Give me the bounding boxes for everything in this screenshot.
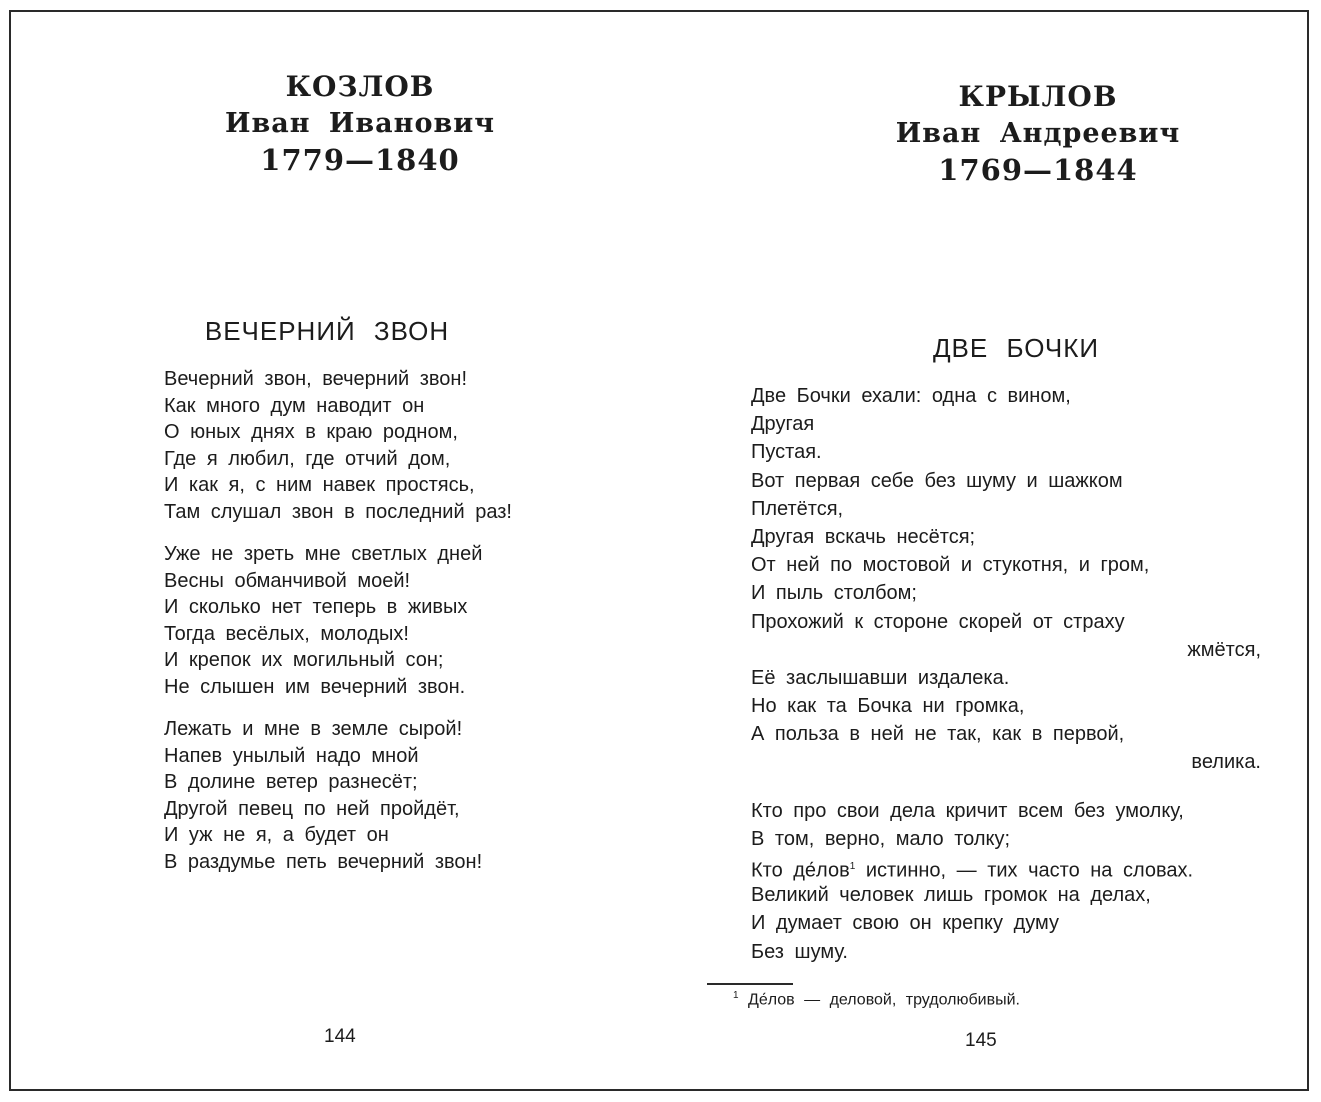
poem-line: В долине ветер разнесёт; bbox=[164, 771, 418, 793]
poem-line: Напев унылый надо мной bbox=[164, 744, 419, 767]
stanza bbox=[164, 541, 604, 700]
poem-line: Как много дум наводит он bbox=[164, 394, 425, 417]
poem-line: Уже не зреть мне светлых дней bbox=[164, 543, 483, 565]
poem-line: Другая вскачь несётся; bbox=[751, 525, 976, 548]
poem-line: Кто про свои дела кричит всем без умолку, bbox=[751, 799, 1184, 822]
poem-line: Прохожий к стороне скорей от страху bbox=[751, 610, 1125, 633]
poem-line: Где я любил, где отчий дом, bbox=[164, 447, 451, 470]
poem-line: Вечерний звон, вечерний звон! bbox=[164, 368, 468, 390]
poem-line: Лежать и мне в земле сырой! bbox=[164, 718, 463, 740]
poem-line: Другой певец по ней пройдёт, bbox=[164, 797, 460, 820]
poem-body bbox=[751, 382, 1261, 986]
poem-line: И пыль столбом; bbox=[751, 582, 917, 605]
poem-line: Но как та Бочка ни громка, bbox=[751, 695, 1025, 718]
footnote bbox=[733, 990, 1020, 1009]
author-names: Иван Андреевич bbox=[895, 118, 1181, 149]
poem-line: Не слышен им вечерний звон. bbox=[164, 675, 466, 698]
stanza bbox=[751, 797, 1261, 966]
stanza bbox=[164, 366, 604, 525]
footnote-definition: — деловой, трудолюбивый. bbox=[804, 991, 1020, 1009]
poem-line: Две Бочки ехали: одна с вином, bbox=[751, 385, 1071, 407]
footnote-rule bbox=[707, 983, 793, 985]
poem-line: Весны обманчивой моей! bbox=[164, 569, 411, 592]
poem-line: Её заслышавши издалека. bbox=[751, 666, 1010, 689]
page-number: 144 bbox=[324, 1026, 356, 1047]
author-years: 1779—1840 bbox=[260, 143, 460, 177]
poem-line: Великий человек лишь громок на делах, bbox=[751, 884, 1151, 907]
poem-line: Плетётся, bbox=[751, 497, 844, 520]
poem-line: И сколько нет теперь в живых bbox=[164, 596, 468, 618]
author-heading bbox=[140, 68, 580, 179]
poem-line: Другая bbox=[751, 413, 815, 436]
poem-line: И как я, с ним навек простясь, bbox=[164, 474, 475, 496]
poem-line-start: Кто де́лов bbox=[751, 859, 850, 882]
poem-line: И крепок их могильный сон; bbox=[164, 649, 444, 671]
poem-line: И уж не я, а будет он bbox=[164, 824, 389, 846]
footnote-mark: 1 bbox=[733, 990, 739, 1001]
poem-line: В раздумье петь вечерний звон! bbox=[164, 850, 483, 873]
author-surname: КОЗЛОВ bbox=[285, 70, 435, 103]
author-names: Иван Иванович bbox=[224, 108, 495, 139]
poem-line-continuation: жмётся, bbox=[1187, 638, 1261, 661]
poem-title: ДВЕ БОЧКИ bbox=[932, 333, 1100, 363]
page-number: 145 bbox=[965, 1030, 997, 1051]
poem-line: От ней по мостовой и стукотня, и гром, bbox=[751, 554, 1150, 577]
poem-line: В том, верно, мало толку; bbox=[751, 827, 1011, 850]
poem-line: И думает свою он крепку думу bbox=[751, 912, 1060, 935]
poem-line: Там слушал звон в последний раз! bbox=[164, 500, 512, 523]
poem-line: Без шуму. bbox=[751, 940, 848, 963]
poem-title: ВЕЧЕРНИЙ ЗВОН bbox=[204, 316, 450, 346]
left-page bbox=[0, 0, 660, 1102]
footnote-term: Де́лов bbox=[748, 991, 795, 1009]
stanza bbox=[164, 716, 604, 875]
author-surname: КРЫЛОВ bbox=[958, 80, 1118, 113]
poem-line: Тогда весёлых, молодых! bbox=[164, 622, 409, 645]
poem-line: Вот первая себе без шуму и шажком bbox=[751, 469, 1123, 492]
poem-line-continuation: велика. bbox=[1191, 751, 1261, 774]
footnote-reference: 1 bbox=[849, 861, 856, 872]
right-page bbox=[660, 0, 1321, 1102]
stanza bbox=[751, 382, 1261, 777]
author-years: 1769—1844 bbox=[938, 153, 1138, 187]
poem-line: А польза в ней не так, как в первой, bbox=[751, 723, 1125, 746]
poem-line-end: истинно, — тих часто на словах. bbox=[865, 859, 1194, 882]
poem-body bbox=[164, 366, 604, 891]
author-heading bbox=[818, 78, 1258, 189]
poem-line bbox=[751, 853, 1261, 881]
poem-line: Пустая. bbox=[751, 441, 822, 464]
poem-line: О юных днях в краю родном, bbox=[164, 421, 458, 443]
